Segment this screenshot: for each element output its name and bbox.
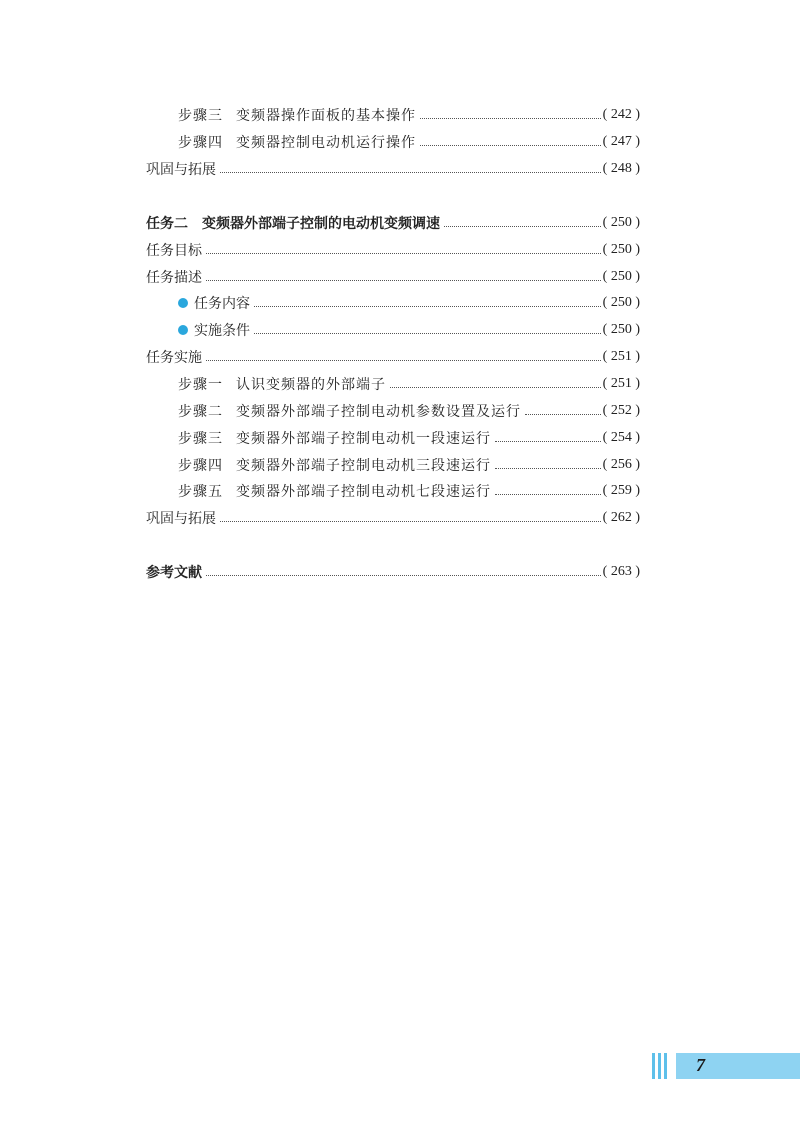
toc-page-number: ( 248 )	[602, 161, 640, 176]
toc-entry-title: 变频器外部端子控制电动机参数设置及运行	[236, 404, 521, 420]
dot-leader	[206, 575, 601, 576]
dot-leader	[220, 172, 601, 173]
toc-entry-bullet[interactable]	[178, 319, 640, 341]
dot-leader	[495, 494, 601, 495]
toc-page-number: ( 254 )	[602, 430, 640, 445]
dot-leader	[420, 118, 601, 119]
dot-leader	[206, 360, 601, 361]
toc-page-number: ( 263 )	[602, 564, 640, 579]
dot-leader	[525, 414, 601, 415]
dot-leader	[495, 468, 601, 469]
toc-entry-title: 参考文献	[146, 565, 202, 581]
bullet-dot-icon	[178, 298, 188, 308]
toc-page-number: ( 251 )	[602, 376, 640, 391]
dot-leader	[254, 306, 601, 307]
toc-step-number: 步骤四	[178, 135, 223, 151]
dot-leader	[444, 226, 601, 227]
toc-entry[interactable]	[178, 454, 640, 476]
toc-page-number: ( 251 )	[602, 349, 640, 364]
toc-entry-title: 巩固与拓展	[146, 511, 216, 527]
dot-leader	[420, 145, 601, 146]
toc-entry-title: 任务二 变频器外部端子控制的电动机变频调速	[146, 216, 440, 232]
toc-page-number: ( 250 )	[602, 295, 640, 310]
toc-entry-references[interactable]	[146, 561, 640, 583]
dot-leader	[390, 387, 601, 388]
bullet-dot-icon	[178, 325, 188, 335]
toc-page-number: ( 256 )	[602, 457, 640, 472]
toc-entry-title: 任务内容	[194, 296, 250, 312]
toc-entry[interactable]	[178, 373, 640, 395]
page-number-band-fill	[676, 1053, 800, 1079]
dot-leader	[206, 280, 601, 281]
toc-entry[interactable]	[146, 239, 640, 261]
page-number: 7	[696, 1055, 705, 1075]
toc-entry-title: 变频器控制电动机运行操作	[236, 135, 416, 151]
toc-entry[interactable]	[178, 427, 640, 449]
toc-entry[interactable]	[146, 266, 640, 288]
toc-entry-task[interactable]	[146, 212, 640, 234]
toc-entry-title: 实施条件	[194, 323, 250, 339]
toc-page-number: ( 250 )	[602, 242, 640, 257]
toc-entry-title: 任务目标	[146, 243, 202, 259]
toc-step-number: 步骤三	[178, 431, 223, 447]
toc-entry-title: 变频器外部端子控制电动机三段速运行	[236, 458, 491, 474]
toc-page-number: ( 242 )	[602, 107, 640, 122]
toc-entry-title: 变频器操作面板的基本操作	[236, 108, 416, 124]
toc-entry-title: 认识变频器的外部端子	[236, 377, 386, 393]
toc-entry[interactable]	[178, 400, 640, 422]
dot-leader	[254, 333, 601, 334]
toc-step-number: 步骤三	[178, 108, 223, 124]
toc-entry[interactable]	[146, 507, 640, 529]
toc-entry-title: 变频器外部端子控制电动机一段速运行	[236, 431, 491, 447]
toc-entry-title: 任务实施	[146, 350, 202, 366]
decorative-stripes	[652, 1053, 670, 1079]
toc-page-number: ( 250 )	[602, 215, 640, 230]
toc-page-number: ( 252 )	[602, 403, 640, 418]
toc-entry-title: 巩固与拓展	[146, 162, 216, 178]
toc-step-number: 步骤五	[178, 484, 223, 500]
toc-page-number: ( 259 )	[602, 483, 640, 498]
page-number-band	[652, 1053, 800, 1079]
toc-entry-bullet[interactable]	[178, 292, 640, 314]
toc-page-number: ( 247 )	[602, 134, 640, 149]
dot-leader	[495, 441, 601, 442]
toc-entry[interactable]	[146, 158, 640, 180]
toc-entry[interactable]	[178, 104, 640, 126]
dot-leader	[220, 521, 601, 522]
toc-entry[interactable]	[178, 480, 640, 502]
toc-entry-title: 变频器外部端子控制电动机七段速运行	[236, 484, 491, 500]
toc-step-number: 步骤二	[178, 404, 223, 420]
toc-page-number: ( 262 )	[602, 510, 640, 525]
toc-entry[interactable]	[178, 131, 640, 153]
toc-entry[interactable]	[146, 346, 640, 368]
toc-page-number: ( 250 )	[602, 322, 640, 337]
toc-page-number: ( 250 )	[602, 269, 640, 284]
toc-step-number: 步骤四	[178, 458, 223, 474]
toc-entry-title: 任务描述	[146, 270, 202, 286]
toc-step-number: 步骤一	[178, 377, 223, 393]
dot-leader	[206, 253, 601, 254]
